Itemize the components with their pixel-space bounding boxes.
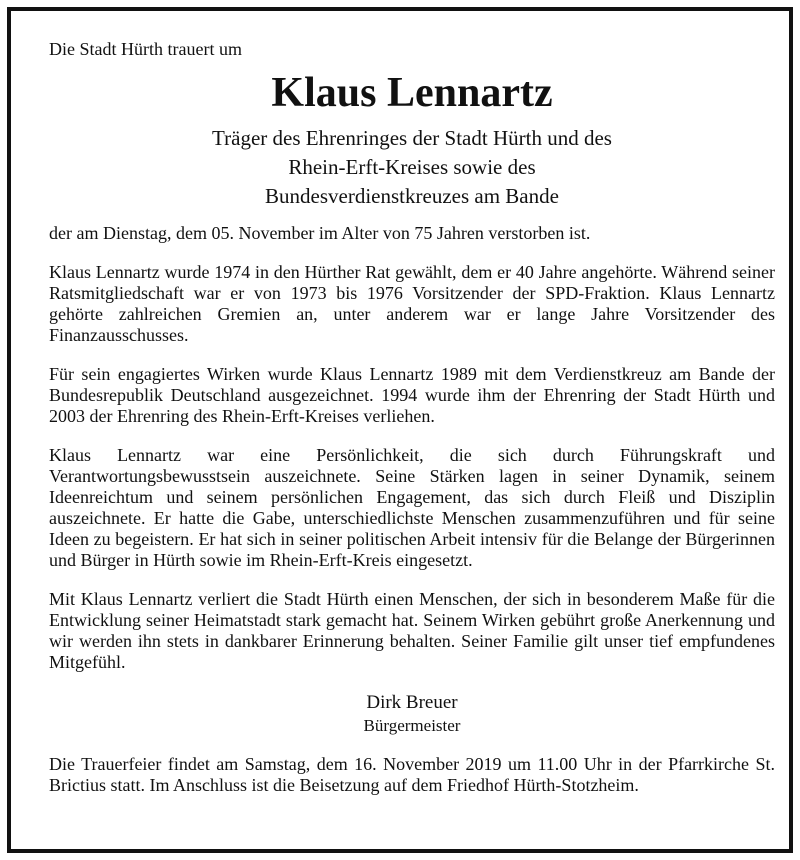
honors-line: Rhein-Erft-Kreises sowie des (288, 155, 536, 179)
honors-block (49, 124, 775, 211)
paragraph-tribute: Mit Klaus Lennartz verliert die Stadt Hürth einen Menschen, der sich in besonderem Maße für die Entwicklung seiner Heimatstadt stark gemacht hat. Seinem Wirken gebührt große Anerkennung und wir werden ihn stets in dankbarer Erinnerung behalten. Seiner Familie gilt unser tief empfundenes Mitgefühl. (49, 589, 775, 672)
paragraph-career: Klaus Lennartz wurde 1974 in den Hürther Rat gewählt, dem er 40 Jahre angehörte. Während seiner Ratsmitgliedschaft war er von 1973 bis 1976 Vorsitzender der SPD-Fraktion. Klaus Lennartz gehörte zahlreichen Gremien an, unter anderem war er lange Jahre Vorsitzender des Finanzausschusses. (49, 262, 775, 345)
honors-line: Bundesverdienstkreuzes am Bande (265, 184, 559, 208)
paragraph-honors: Für sein engagiertes Wirken wurde Klaus Lennartz 1989 mit dem Verdienstkreuz am Bande der Bundesrepublik Deutschland ausgezeichnet. 1994 wurde ihm der Ehrenring der Stadt Hürth und 2003 der Ehrenring des Rhein-Erft-Kreises verliehen. (49, 364, 775, 426)
deceased-name: Klaus Lennartz (271, 70, 553, 116)
signer-name: Dirk Breuer (366, 692, 458, 713)
signature-block (49, 691, 775, 736)
obituary-notice (49, 39, 775, 796)
signer-title: Bürgermeister (363, 716, 461, 735)
funeral-info: Die Trauerfeier findet am Samstag, dem 16. November 2019 um 11.00 Uhr in der Pfarrkirche St. Brictius statt. Im Anschluss ist die Beisetzung auf dem Friedhof Hürth-Stotzheim. (49, 754, 775, 795)
death-line: der am Dienstag, dem 05. November im Alter von 75 Jahren verstorben ist. (49, 223, 591, 243)
paragraph-personality: Klaus Lennartz war eine Persönlichkeit, die sich durch Führungskraft und Verantwortungsbewusstsein auszeichnete. Seine Stärken lagen in seiner Dynamik, seinem Ideenreichtum und seinem persönlichen Engagement, das sich durch Fleiß und Disziplin auszeichnete. Er hatte die Gabe, unterschiedlichste Menschen zusammenzuführen und für seine Ideen zu begeistern. Er hat sich in seiner politischen Arbeit intensiv für die Belange der Bürgerinnen und Bürger in Hürth sowie im Rhein-Erft-Kreis eingesetzt. (49, 445, 775, 570)
notice-border (7, 7, 793, 853)
honors-line: Träger des Ehrenringes der Stadt Hürth und des (212, 126, 612, 150)
intro-line: Die Stadt Hürth trauert um (49, 39, 242, 59)
